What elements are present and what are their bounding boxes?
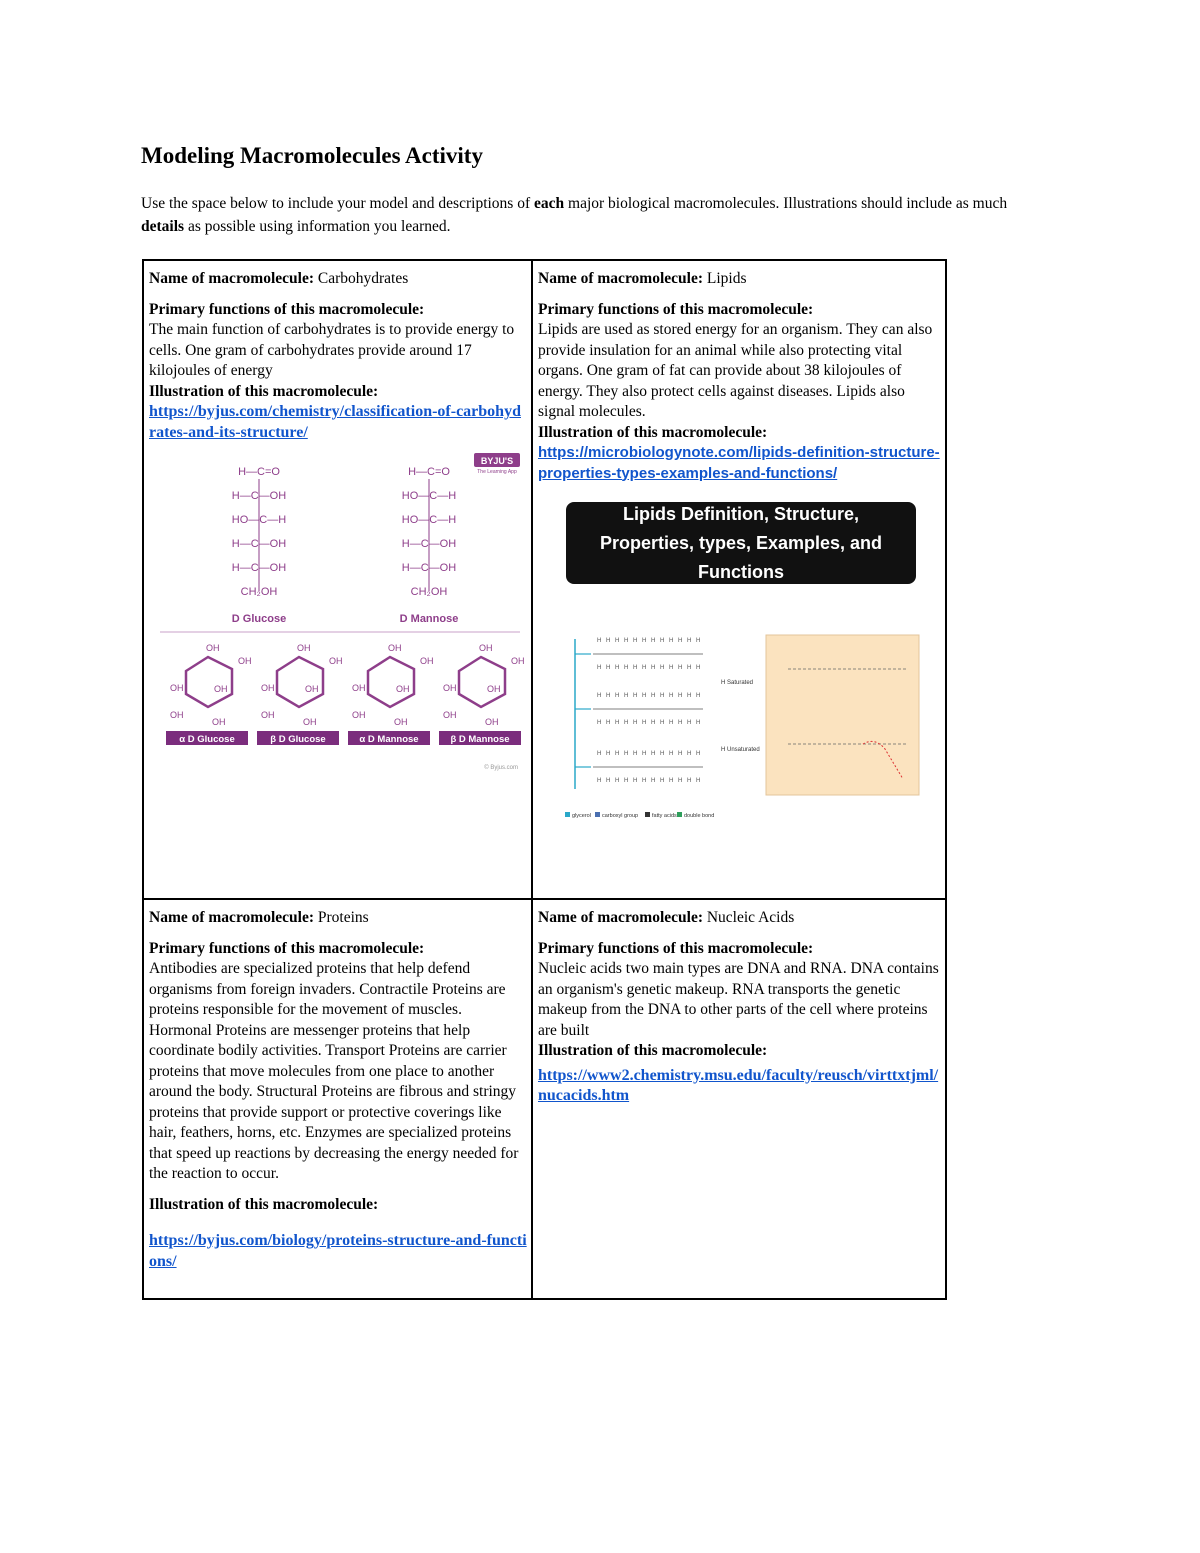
hydroxyl-label: OH: [238, 656, 252, 666]
chain-atom: H: [669, 778, 674, 784]
nucleic-acids-link[interactable]: https://www2.chemistry.msu.edu/faculty/reusch/virttxtjml/nucacids.htm: [538, 1066, 939, 1104]
ring-name-label: α D Glucose: [179, 734, 235, 745]
chain-atom: H: [651, 638, 656, 644]
chain-atom: H: [606, 693, 611, 699]
chain-atom: H: [597, 693, 602, 699]
hydroxyl-label: OH: [443, 710, 457, 720]
chain-atom: H: [651, 693, 656, 699]
illustration-label: Illustration of this macromolecule:: [538, 423, 768, 441]
byjus-credit: © Byjus.com: [484, 765, 518, 771]
chain-atom: H: [660, 751, 665, 757]
fischer-row: H—C—OH: [401, 538, 457, 550]
fischer-row: H—C=O: [238, 466, 280, 478]
hydroxyl-label: OH: [443, 683, 457, 693]
chain-atom: H: [642, 778, 647, 784]
legend-fatty-acids-swatch: [645, 812, 650, 817]
haworth-ring: [186, 657, 232, 707]
legend-double-bond-swatch: [677, 812, 682, 817]
chain-atom: H: [669, 693, 674, 699]
chain-atom: H: [678, 720, 683, 726]
hydroxyl-label: OH: [420, 656, 434, 666]
intro-paragraph: [141, 192, 1021, 238]
hydroxyl-label: OH: [170, 710, 184, 720]
haworth-ring: [459, 657, 505, 707]
functions-text: Antibodies are specialized proteins that help defend organisms from foreign invaders. Contractile Proteins are proteins responsible for the movement of muscles. Hormonal Proteins are messenger proteins that help coordinate bodily activities. Transport Proteins are carrier proteins that move molecules from one place to another around the body. Structural Proteins are fibrous and stringy proteins that provide support or protective coverings like hair, feathers, horns, etc. Enzymes are specialized proteins that speed up reactions by decreasing the energy needed for the reaction to occur.: [149, 960, 519, 1182]
chain-atom: H: [633, 665, 638, 671]
chain-atom: H: [633, 778, 638, 784]
intro-text-2: major biological macromolecules. Illustrations should include as much: [564, 195, 1008, 212]
carbohydrates-link[interactable]: https://byjus.com/chemistry/classification-of-carbohydrates-and-its-structure/: [149, 403, 521, 441]
name-label: Name of macromolecule:: [149, 909, 314, 926]
chain-atom: H: [687, 751, 692, 757]
hydroxyl-label: OH: [297, 643, 311, 653]
chain-atom: H: [633, 638, 638, 644]
fischer-row: H—C=O: [408, 466, 450, 478]
chain-atom: H: [597, 778, 602, 784]
chain-atom: H: [651, 751, 656, 757]
chain-atom: H: [597, 720, 602, 726]
chain-atom: H: [660, 638, 665, 644]
chain-atom: H: [615, 665, 620, 671]
chain-atom: H: [597, 665, 602, 671]
fischer-row: HO—C—H: [401, 490, 457, 502]
functions-label: Primary functions of this macromolecule:: [538, 300, 814, 318]
chain-atom: H: [669, 751, 674, 757]
illustration-label: Illustration of this macromolecule:: [149, 382, 379, 400]
legend-glycerol-swatch: [565, 812, 570, 817]
chain-atom: H: [696, 720, 701, 726]
macromolecule-table: [142, 259, 947, 1300]
cell-nucleic-acids: [533, 900, 945, 1298]
byjus-logo-text: BYJU'S: [480, 456, 514, 466]
chain-atom: H: [597, 751, 602, 757]
intro-bold-each: each: [534, 195, 565, 212]
name-label: Name of macromolecule:: [538, 909, 703, 926]
fischer-row: CH₂OH: [410, 586, 448, 598]
page-title: Modeling Macromolecules Activity: [141, 143, 483, 168]
fischer-row: CH₂OH: [240, 586, 278, 598]
chain-atom: H: [651, 665, 656, 671]
chain-atom: H: [678, 638, 683, 644]
hydroxyl-label: OH: [214, 684, 228, 694]
functions-text: Lipids are used as stored energy for an organism. They can also provide insulation for an animal while also protecting vital organs. One gram of fat can provide about 38 kilojoules of energy. They also protect cells against diseases. Lipids also signal molecules.: [538, 321, 933, 420]
functions-label: Primary functions of this macromolecule:: [538, 939, 814, 957]
cell-lipids: [533, 261, 945, 900]
lipids-link[interactable]: https://microbiologynote.com/lipids-definition-structure-properties-types-examples-and-functions/: [538, 444, 940, 482]
cell-proteins: [144, 900, 533, 1298]
ring-name-label: β D Mannose: [450, 734, 510, 745]
hydroxyl-label: OH: [206, 643, 220, 653]
macromolecule-name: Carbohydrates: [317, 270, 409, 287]
functions-text: The main function of carbohydrates is to provide energy to cells. One gram of carbohydrates provide around 17 kilojoules of energy: [149, 321, 515, 379]
functions-label: Primary functions of this macromolecule:: [149, 300, 425, 318]
chain-atom: H: [678, 693, 683, 699]
chain-atom: H: [615, 638, 620, 644]
chain-atom: H: [669, 720, 674, 726]
hydroxyl-label: OH: [305, 684, 319, 694]
illustration-label: Illustration of this macromolecule:: [538, 1042, 768, 1059]
hydroxyl-label: OH: [170, 683, 184, 693]
hydroxyl-label: OH: [303, 717, 317, 727]
unsaturated-label: H Unsaturated: [721, 747, 760, 753]
functions-text: Nucleic acids two main types are DNA and RNA. DNA contains an organism's genetic makeup. RNA transports the genetic makeup from the DNA to other parts of the cell where proteins are built: [538, 960, 939, 1039]
chain-atom: H: [633, 693, 638, 699]
hydroxyl-label: OH: [479, 643, 493, 653]
chain-atom: H: [624, 665, 629, 671]
hydroxyl-label: OH: [212, 717, 226, 727]
chain-atom: H: [669, 665, 674, 671]
fischer-row: H—C—OH: [401, 562, 457, 574]
legend-fatty-acids: fatty acids: [652, 813, 677, 819]
chain-atom: H: [624, 638, 629, 644]
chain-atom: H: [615, 720, 620, 726]
chain-atom: H: [678, 778, 683, 784]
chain-atom: H: [624, 720, 629, 726]
hydroxyl-label: OH: [261, 710, 275, 720]
chain-atom: H: [624, 751, 629, 757]
chain-atom: H: [651, 778, 656, 784]
hydroxyl-label: OH: [388, 643, 402, 653]
chain-atom: H: [660, 778, 665, 784]
chain-atom: H: [696, 638, 701, 644]
saturated-label: H Saturated: [721, 680, 754, 686]
legend-carboxyl-swatch: [595, 812, 600, 817]
intro-bold-details: details: [141, 218, 185, 235]
chain-atom: H: [606, 720, 611, 726]
hydroxyl-label: OH: [511, 656, 524, 666]
chain-atom: H: [687, 720, 692, 726]
chain-atom: H: [615, 751, 620, 757]
proteins-link[interactable]: https://byjus.com/biology/proteins-structure-and-functions/: [149, 1232, 527, 1270]
legend-carboxyl: carboxyl group: [602, 813, 639, 819]
chain-atom: H: [606, 638, 611, 644]
lipids-banner-text: Lipids Definition, Structure, Properties, types, Examples, and Functions: [599, 503, 883, 582]
hydroxyl-label: OH: [329, 656, 343, 666]
chain-atom: H: [624, 693, 629, 699]
chain-atom: H: [615, 778, 620, 784]
ring-name-label: α D Mannose: [359, 734, 419, 745]
fischer-row: HO—C—H: [401, 514, 457, 526]
fischer-row: HO—C—H: [231, 514, 287, 526]
lipid-structure-figure: [563, 609, 923, 829]
chain-atom: H: [660, 720, 665, 726]
hydroxyl-label: OH: [352, 683, 366, 693]
chain-atom: H: [624, 778, 629, 784]
chain-atom: H: [597, 638, 602, 644]
chain-atom: H: [696, 778, 701, 784]
haworth-ring: [277, 657, 323, 707]
byjus-logo-sub: The Learning App: [477, 469, 517, 475]
chain-atom: H: [687, 665, 692, 671]
name-label: Name of macromolecule:: [538, 270, 703, 287]
chain-atom: H: [660, 665, 665, 671]
hydroxyl-label: OH: [485, 717, 499, 727]
intro-text-3: as possible using information you learned.: [184, 218, 451, 235]
fischer-row: H—C—OH: [231, 490, 287, 502]
legend-double-bond: double bond: [684, 813, 715, 819]
hydroxyl-label: OH: [394, 717, 408, 727]
chain-atom: H: [651, 720, 656, 726]
chain-atom: H: [687, 778, 692, 784]
fatty-acid-panel: [766, 635, 919, 795]
d-mannose-label: D Mannose: [399, 613, 459, 625]
chain-atom: H: [696, 693, 701, 699]
chain-atom: H: [642, 638, 647, 644]
hydroxyl-label: OH: [352, 710, 366, 720]
illustration-label: Illustration of this macromolecule:: [149, 1195, 379, 1213]
chain-atom: H: [606, 751, 611, 757]
name-label: Name of macromolecule:: [149, 270, 314, 287]
ring-name-label: β D Glucose: [270, 734, 326, 745]
macromolecule-name: Lipids: [706, 270, 747, 287]
chain-atom: H: [633, 720, 638, 726]
lipids-banner: [566, 502, 916, 584]
functions-label: Primary functions of this macromolecule:: [149, 939, 425, 957]
macromolecule-name: Proteins: [317, 909, 369, 926]
hydroxyl-label: OH: [261, 683, 275, 693]
chain-atom: H: [687, 638, 692, 644]
chain-atom: H: [606, 665, 611, 671]
chain-atom: H: [642, 751, 647, 757]
chain-atom: H: [660, 693, 665, 699]
chain-atom: H: [678, 751, 683, 757]
haworth-ring: [368, 657, 414, 707]
cell-carbohydrates: [144, 261, 533, 900]
chain-atom: H: [669, 638, 674, 644]
intro-text-1: Use the space below to include your model and descriptions of: [141, 195, 534, 212]
chain-atom: H: [696, 751, 701, 757]
chain-atom: H: [606, 778, 611, 784]
hydroxyl-label: OH: [487, 684, 501, 694]
carbohydrate-structures-figure: [154, 439, 524, 779]
macromolecule-name: Nucleic Acids: [706, 909, 795, 926]
legend-glycerol: glycerol: [572, 813, 591, 819]
d-glucose-label: D Glucose: [231, 613, 287, 625]
chain-atom: H: [615, 693, 620, 699]
hydroxyl-label: OH: [396, 684, 410, 694]
fischer-row: H—C—OH: [231, 538, 287, 550]
chain-atom: H: [633, 751, 638, 757]
chain-atom: H: [642, 665, 647, 671]
chain-atom: H: [678, 665, 683, 671]
chain-atom: H: [696, 665, 701, 671]
fischer-row: H—C—OH: [231, 562, 287, 574]
chain-atom: H: [687, 693, 692, 699]
chain-atom: H: [642, 720, 647, 726]
chain-atom: H: [642, 693, 647, 699]
